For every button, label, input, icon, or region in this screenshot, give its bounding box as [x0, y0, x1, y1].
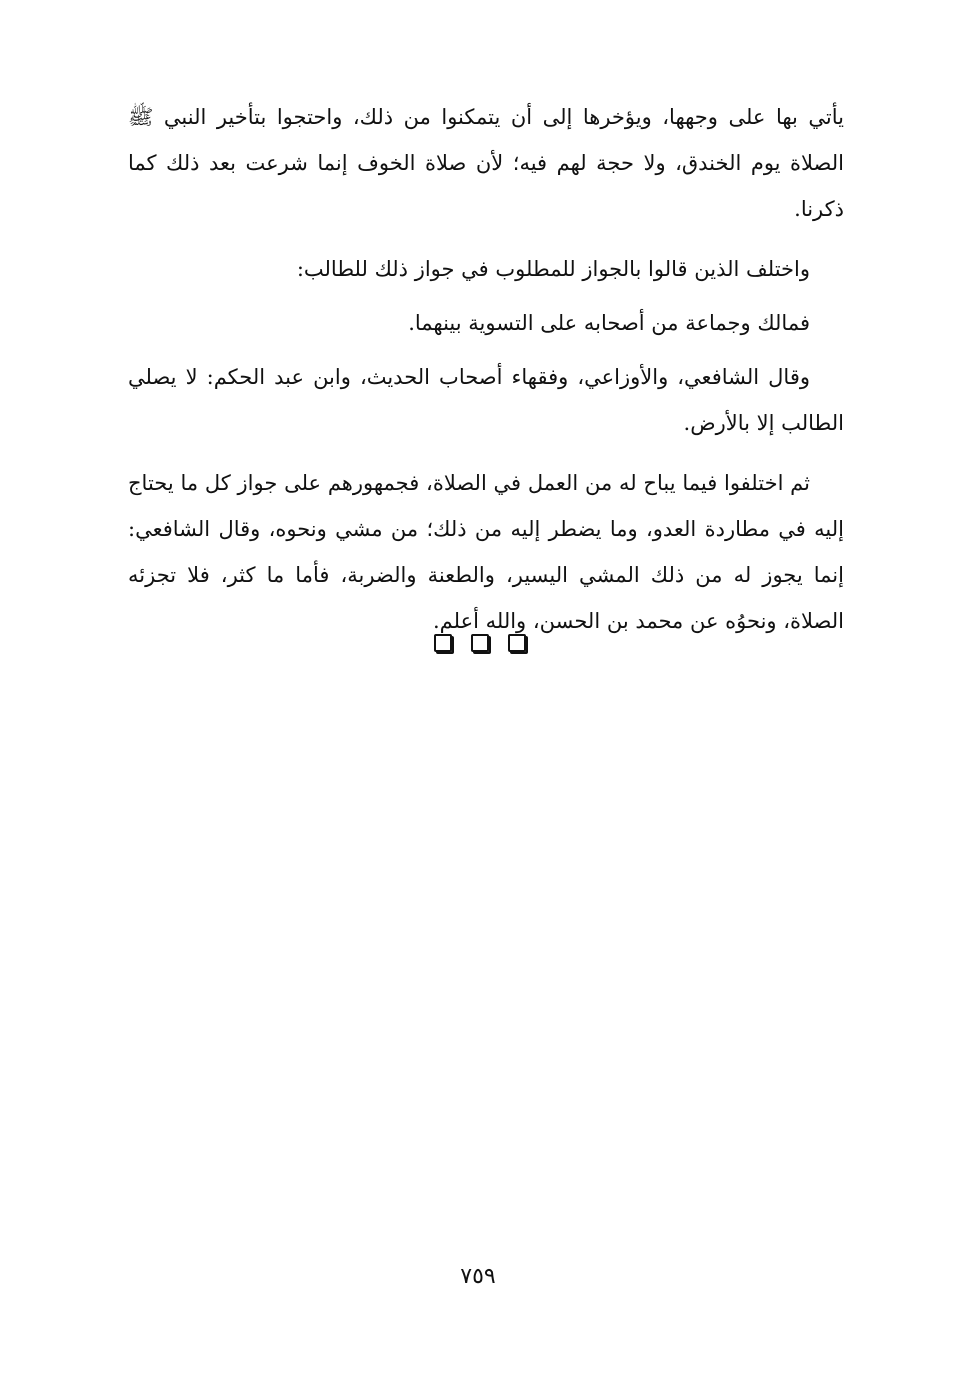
section-divider [434, 632, 526, 654]
square-ornament-icon [471, 634, 489, 652]
square-ornament-icon [508, 634, 526, 652]
paragraph-4: وقال الشافعي، والأوزاعي، وفقهاء أصحاب الحديث، وابن عبد الحكم: لا يصلي الطالب إلا بالأرض. [128, 365, 844, 435]
body-text [128, 94, 844, 658]
paragraph-1: يأتي بها على وجهها، ويؤخرها إلى أن يتمكنوا من ذلك، واحتجوا بتأخير النبي ﷺ الصلاة يوم الخندق، ولا حجة لهم فيه؛ لأن صلاة الخوف إنما شرعت بعد ذلك كما ذكرنا. [128, 105, 844, 221]
square-ornament-icon [434, 634, 452, 652]
paragraph-2: واختلف الذين قالوا بالجواز للمطلوب في جواز ذلك للطالب: [296, 257, 810, 281]
page-number: ٧٥٩ [460, 1264, 496, 1289]
paragraph-3: فمالك وجماعة من أصحابه على التسوية بينهما. [408, 311, 810, 335]
paragraph-5: ثم اختلفوا فيما يباح له من العمل في الصلاة، فجمهورهم على جواز كل ما يحتاج إليه في مطاردة العدو، وما يضطر إليه من ذلك؛ من مشي ونحوه، وقال الشافعي: إنما يجوز له من ذلك المشي اليسير، والطعنة والضربة، فأما ما كثر، فلا تجزئه الصلاة، ونحوُه عن محمد بن الحسن، والله أعلم. [128, 471, 844, 633]
